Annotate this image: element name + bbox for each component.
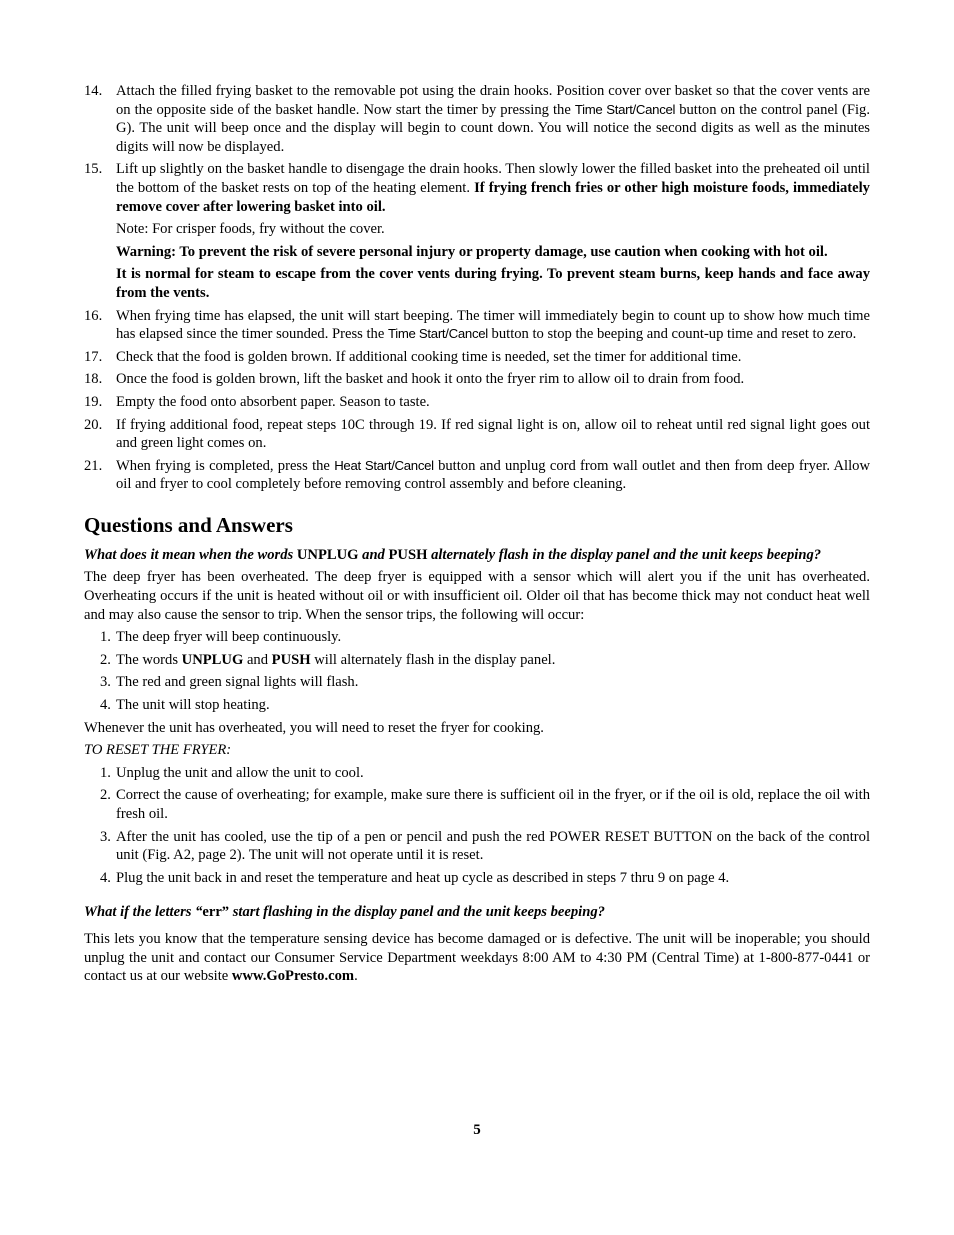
list-item: 4. Plug the unit back in and reset the temperature and heat up cycle as described in steps 7 thru 9 on page 4. <box>100 869 730 886</box>
button-name: Time Start/Cancel <box>387 326 488 342</box>
list-item: 2. The words UNPLUG and PUSH will alternately flash in the display panel. <box>100 651 556 668</box>
step-text: Lift up slightly on the basket handle to disengage the drain hooks. Then slowly lower the filled basket into the preheated oil until the bottom of the basket rests on top of the heating element. If frying french fries or other high moisture foods, immediately remove cover after lowering basket into oil. <box>116 161 870 215</box>
step-15 <box>84 160 870 216</box>
button-name: Heat Start/Cancel <box>334 457 434 473</box>
step-number: 20. <box>84 416 103 433</box>
list-item: 3. The red and green signal lights will flash. <box>100 674 359 691</box>
step-16 <box>84 307 870 344</box>
question-err: What if the letters “err” start flashing in the display panel and the unit keeps beeping? <box>84 904 605 921</box>
step-number: 19. <box>84 393 103 410</box>
step-number: 17. <box>84 348 103 365</box>
step-number: 21. <box>84 457 103 474</box>
crisper-note: Note: For crisper foods, fry without the cover. <box>116 221 385 238</box>
whenever-text: Whenever the unit has overheated, you will need to reset the fryer for cooking. <box>84 719 544 736</box>
step-18 <box>84 370 870 389</box>
step-text: Empty the food onto absorbent paper. Season to taste. <box>116 393 430 410</box>
step-text: When frying time has elapsed, the unit will start beeping. The timer will immediately begin to count up to show how much time has elapsed since the timer sounded. Press the Time Start/Cancel button to stop the beeping and count-up time and reset to zero. <box>116 307 870 343</box>
step-text: When frying is completed, press the Heat Start/Cancel button and unplug cord from wall outlet and then from deep fryer. Allow oil and fryer to cool completely before removing control assembly and before cleaning. <box>116 457 871 493</box>
question-unplug-push: What does it mean when the words UNPLUG and PUSH alternately flash in the display panel and the unit keeps beeping? <box>84 546 822 563</box>
list-item: 1. The deep fryer will beep continuously. <box>100 629 342 646</box>
step-17 <box>84 348 870 367</box>
website-link: www.GoPresto.com <box>231 968 355 985</box>
step-text: Attach the filled frying basket to the removable pot using the drain hooks. Position cover over basket so that the cover vents are on the opposite side of the basket handle. Now start the timer by pressing the Time Start/Cancel button on the control panel (Fig. G). The unit will beep once and the display will begin to count down. You will notice the second digits as well as the minutes digits will now be displayed. <box>116 83 870 155</box>
section-heading: Questions and Answers <box>84 512 293 537</box>
reset-steps-list <box>84 764 870 888</box>
list-item: 3. After the unit has cooled, use the tip of a pen or pencil and push the red POWER RESET BUTTON on the back of the control unit (Fig. A2, page 2). The unit will not operate until it is reset. <box>100 828 870 864</box>
step-14 <box>84 82 870 156</box>
button-name: Time Start/Cancel <box>574 101 676 117</box>
moisture-warning: If frying french fries or other high moisture foods, immediately remove cover after lowering basket into oil. <box>116 179 870 215</box>
step-19 <box>84 393 870 412</box>
list-item: 4. The unit will stop heating. <box>100 697 270 714</box>
page-number: 5 <box>473 1122 481 1138</box>
step-21 <box>84 457 870 494</box>
steam-warning: It is normal for steam to escape from the cover vents during frying. To prevent steam burns, keep hands and face away from the vents. <box>116 266 870 301</box>
hot-oil-warning: Warning: To prevent the risk of severe personal injury or property damage, use caution when cooking with hot oil. <box>116 243 828 260</box>
step-text: Check that the food is golden brown. If additional cooking time is needed, set the timer for additional time. <box>116 348 742 365</box>
step-20 <box>84 416 870 453</box>
list-item: 2. Correct the cause of overheating; for example, make sure there is sufficient oil in the fryer, or if the oil is old, replace the oil with fresh oil. <box>100 787 870 822</box>
answer-err: This lets you know that the temperature sensing device has become damaged or is defective. The unit will be inoperable; you should unplug the unit and contact our Consumer Service Department weekdays 8:00 AM to 4:30 PM (Central Time) at 1-800-877-0441 or contact us at our website www.GoPresto.com. <box>84 930 870 985</box>
step-text: Once the food is golden brown, lift the basket and hook it onto the fryer rim to allow oil to drain from food. <box>116 371 745 388</box>
step-number: 18. <box>84 371 103 388</box>
overheat-symptoms-list <box>84 628 870 714</box>
step-text: If frying additional food, repeat steps 10C through 19. If red signal light is on, allow oil to reheat until red signal light goes out and green light comes on. <box>116 416 870 452</box>
answer-overheated: The deep fryer has been overheated. The deep fryer is equipped with a sensor which will alert you if the unit has overheated. Overheating occurs if the unit is heated without oil or with insufficient oil. Older oil that has become thick may not conduct heat well and may also cause the sensor to trip. When the sensor trips, the following will occur: <box>84 569 870 623</box>
step-number: 16. <box>84 307 103 324</box>
step-number: 14. <box>84 83 103 99</box>
page-content <box>84 82 870 986</box>
reset-title: TO RESET THE FRYER: <box>84 742 232 759</box>
step-number: 15. <box>84 161 103 178</box>
list-item: 1. Unplug the unit and allow the unit to cool. <box>100 764 364 781</box>
